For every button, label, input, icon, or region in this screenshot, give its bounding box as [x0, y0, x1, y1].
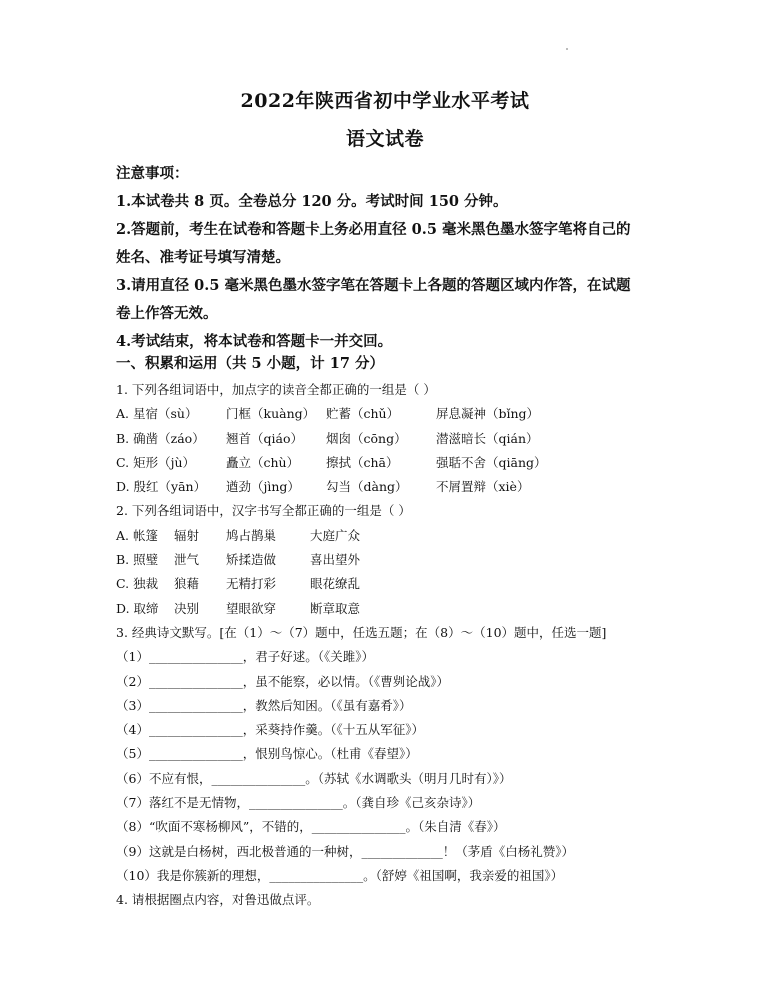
exam-subtitle: 语文试卷: [345, 128, 424, 150]
q1-option-a: [116, 402, 676, 426]
section-heading: 一、积累和运用（共 5 小题，计 17 分）: [116, 355, 384, 372]
option-word: 鸠占鹊巢: [226, 527, 277, 543]
option-word: D. 殷红（yān）: [116, 479, 207, 495]
option-word: 贮蓄（chǔ）: [326, 406, 400, 422]
notes-line: 1.本试卷共 8 页。全卷总分 120 分。考试时间 150 分钟。: [116, 193, 508, 210]
option-word: 矗立（chù）: [226, 454, 300, 470]
option-word: 断章取意: [310, 600, 361, 616]
q3-item: （9）这就是白杨树，西北极普通的一种树，_____________！（茅盾《白杨礼赞》）: [116, 843, 574, 859]
q3-item: （6）不应有恨，_______________。（苏轼《水调歌头（明月几时有）》）: [116, 770, 512, 786]
option-word: B. 照璧: [116, 552, 159, 568]
option-word: 大庭广众: [310, 527, 361, 543]
exam-title: 2022年陕西省初中学业水平考试: [240, 90, 530, 112]
q2-option-c: [116, 572, 676, 596]
notes-heading: 注意事项：: [116, 165, 189, 182]
notes-line: 卷上作答无效。: [116, 305, 218, 322]
q3-item: （5）_______________，恨别鸟惊心。（杜甫《春望》）: [116, 746, 418, 762]
q2-option-d: [116, 597, 676, 621]
q1-option-b: [116, 427, 676, 451]
option-word: 翘首（qiáo）: [226, 430, 303, 446]
notes-block: [116, 160, 676, 356]
option-word: 勾当（dàng）: [326, 479, 408, 495]
q3-item: （4）_______________，采葵持作羹。（《十五从军征》）: [116, 722, 424, 738]
q1-option-d: [116, 475, 676, 499]
q3-item: （3）_______________，教然后知困。（《虽有嘉肴》）: [116, 697, 412, 713]
option-word: 狼藉: [174, 576, 200, 592]
option-word: 决别: [174, 600, 200, 616]
notes-line: 2.答题前，考生在试卷和答题卡上务必用直径 0.5 毫米黑色墨水签字笔将自己的: [116, 221, 631, 238]
q1-option-c: [116, 451, 676, 475]
option-word: C. 矩形（jù）: [116, 454, 195, 470]
option-word: 擦拭（chā）: [326, 454, 399, 470]
option-word: A. 帐篷: [116, 527, 158, 543]
q3-item: （7）落红不是无情物，_______________。（龚自珍《己亥杂诗》）: [116, 795, 481, 811]
option-word: 泄气: [174, 552, 200, 568]
option-word: 辐射: [174, 527, 200, 543]
q4-stem: 4. 请根据圈点内容，对鲁迅做点评。: [116, 892, 320, 908]
option-word: A. 星宿（sù）: [116, 406, 198, 422]
questions-block: [116, 378, 676, 913]
notes-line: 3.请用直径 0.5 毫米黑色墨水签字笔在答题卡上各题的答题区域内作答，在试题: [116, 277, 631, 294]
q3-item: （2）_______________，虽不能察，必以情。（《曹刿论战》）: [116, 673, 449, 689]
option-word: B. 确凿（záo）: [116, 430, 205, 446]
q2-option-a: [116, 524, 676, 548]
option-word: 喜出望外: [310, 552, 361, 568]
option-word: D. 取缔: [116, 600, 159, 616]
option-word: 强聒不舍（qiāng）: [436, 454, 547, 470]
option-word: 烟囱（cōng）: [326, 430, 407, 446]
q3-item: （1）_______________，君子好逑。（《关雎》）: [116, 649, 374, 665]
option-word: 不屑置辩（xiè）: [436, 479, 530, 495]
q2-stem: 2. 下列各组词语中，汉字书写全都正确的一组是（ ）: [116, 503, 411, 519]
q3-item: （8）“吹面不寒杨柳风”，不错的，_______________。（朱自清《春》）: [116, 819, 506, 835]
option-word: 无精打彩: [226, 576, 277, 592]
scan-speck: [566, 48, 568, 50]
notes-line: 姓名、准考证号填写清楚。: [116, 249, 290, 266]
q2-option-b: [116, 548, 676, 572]
q3-item: （10）我是你簇新的理想，_______________。（舒婷《祖国啊，我亲爱的祖国》）: [116, 867, 564, 883]
q1-stem: 1. 下列各组词语中，加点字的读音全都正确的一组是（ ）: [116, 382, 436, 397]
option-word: 矫揉造做: [226, 552, 277, 568]
notes-line: 4.考试结束，将本试卷和答题卡一并交回。: [116, 333, 393, 350]
option-word: 潜滋暗长（qián）: [436, 430, 539, 446]
option-word: 遒劲（jìng）: [226, 479, 300, 495]
option-word: 屏息凝神（bǐng）: [436, 406, 540, 422]
option-word: C. 独裁: [116, 576, 159, 592]
option-word: 眼花缭乱: [310, 576, 361, 592]
q3-stem: 3. 经典诗文默写。[在（1）～（7）题中，任选五题；在（8）～（10）题中，任选一题]: [116, 624, 607, 640]
option-word: 门框（kuàng）: [226, 406, 316, 422]
option-word: 望眼欲穿: [226, 600, 277, 616]
